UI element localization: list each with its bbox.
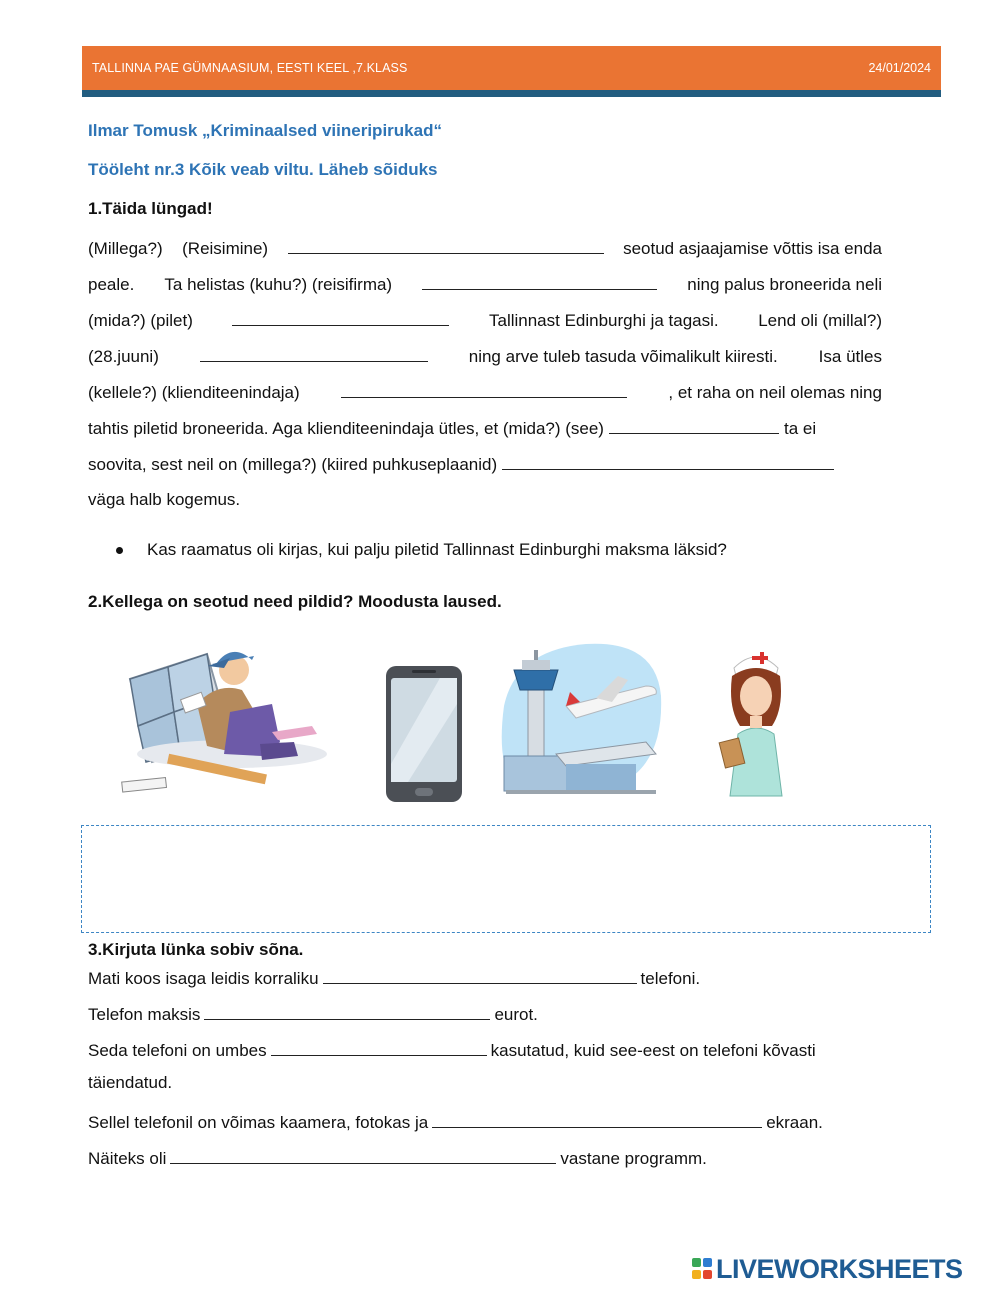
- logo-text: LIVEWORKSHEETS: [716, 1253, 963, 1284]
- section3-heading: 3.Kirjuta lünka sobiv sõna.: [88, 940, 304, 959]
- answer-blank[interactable]: [341, 379, 627, 398]
- answer-box[interactable]: [81, 825, 931, 933]
- answer-blank[interactable]: [204, 1001, 490, 1020]
- sentence-5: Näiteks oli vastane programm.: [88, 1145, 707, 1169]
- answer-blank[interactable]: [502, 451, 834, 470]
- sentence-1: Mati koos isaga leidis korraliku telefoni.: [88, 965, 700, 989]
- answer-blank[interactable]: [271, 1037, 487, 1056]
- nurse-image: [716, 646, 796, 798]
- sentence-2: Telefon maksis eurot.: [88, 1001, 538, 1025]
- paragraph-line: (mida?) (pilet) Tallinnast Edinburghi ja tagasi. Lend oli (millal?): [88, 307, 882, 343]
- paragraph-line: peale. Ta helistas (kuhu?) (reisifirma) ning palus broneerida neli: [88, 271, 882, 307]
- airport-image: [496, 636, 664, 804]
- answer-blank[interactable]: [200, 343, 428, 362]
- paragraph-line: (28.juuni) ning arve tuleb tasuda võimalikult kiiresti. Isa ütles: [88, 343, 882, 379]
- section1-heading: 1.Täida lüngad!: [88, 199, 213, 218]
- book-title: Ilmar Tomusk „Kriminaalsed viineripirukad“: [88, 121, 442, 140]
- liveworksheets-logo: [692, 1254, 963, 1284]
- bullet-dot: [116, 547, 123, 554]
- tiler-worker-image: [112, 634, 332, 802]
- answer-blank[interactable]: [422, 271, 657, 290]
- answer-blank[interactable]: [232, 307, 449, 326]
- answer-blank[interactable]: [288, 235, 604, 254]
- gap-fill-paragraph: [88, 235, 882, 523]
- school-name: TALLINNA PAE GÜMNAASIUM, EESTI KEEL ,7.KLASS: [92, 61, 408, 75]
- sentence-3-continued: täiendatud.: [88, 1073, 173, 1092]
- paragraph-line: tahtis piletid broneerida. Aga klienditeenindaja ütles, et (mida?) (see) ta ei: [88, 415, 882, 451]
- smartphone-image: [384, 664, 464, 804]
- worksheet-title: Tööleht nr.3 Kõik veab viltu. Läheb sõiduks: [88, 160, 438, 179]
- paragraph-line: soovita, sest neil on (millega?) (kiired puhkuseplaanid): [88, 451, 882, 487]
- sentence-3: Seda telefoni on umbes kasutatud, kuid see-eest on telefoni kõvasti: [88, 1037, 816, 1061]
- answer-blank[interactable]: [432, 1109, 762, 1128]
- section2-heading: 2.Kellega on seotud need pildid? Moodusta laused.: [88, 592, 502, 611]
- page-header: [82, 46, 941, 90]
- header-date: 24/01/2024: [868, 61, 931, 75]
- answer-blank[interactable]: [170, 1145, 556, 1164]
- sentence-4: Sellel telefonil on võimas kaamera, fotokas ja ekraan.: [88, 1109, 823, 1133]
- header-stripe: [82, 90, 941, 97]
- paragraph-line: (Millega?) (Reisimine) seotud asjaajamise võttis isa enda: [88, 235, 882, 271]
- logo-cubes-icon: [692, 1256, 714, 1282]
- answer-blank[interactable]: [609, 415, 779, 434]
- paragraph-line: (kellele?) (klienditeenindaja) , et raha on neil olemas ning: [88, 379, 882, 415]
- paragraph-line: väga halb kogemus.: [88, 490, 241, 509]
- answer-blank[interactable]: [323, 965, 637, 984]
